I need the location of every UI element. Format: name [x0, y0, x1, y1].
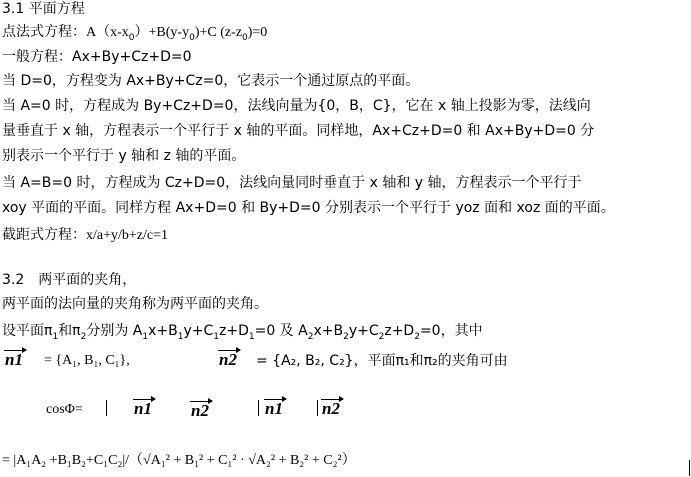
norm-bar-n1 [258, 400, 259, 416]
paragraph-ab-zero-line-2: xoy 平面的平面。同样方程 Ax+D=0 和 By+D=0 分别表示一个平行于 yoz 面和 xoz 面的平面。 [2, 200, 615, 216]
general-eq: Ax+By+Cz+D=0 [72, 49, 192, 65]
vector-n2: n2 [219, 350, 237, 369]
point-normal-label: 点法式方程： [2, 24, 86, 40]
general-label: 一般方程： [2, 49, 72, 65]
paragraph-d-zero: 当 D=0，方程变为 Ax+By+Cz=0，它表示一个通过原点的平面。 [2, 73, 420, 89]
cos-numerator-n2: n2 [191, 401, 209, 420]
cos-phi-label: cosΦ= [46, 402, 83, 417]
paragraph-ab-zero-line-1: 当 A=B=0 时，方程成为 Cz+D=0，法线向量同时垂直于 x 轴和 y 轴，方程表示一个平行于 [2, 175, 582, 191]
n1-components: = {A₁, B₁, C₁}, [44, 353, 130, 368]
n2-components: = {A₂, B₂, C₂}，平面π₁和π₂的夹角可由 [256, 353, 508, 369]
paragraph-a-zero-line-3: 别表示一个平行于 y 轴和 z 轴的平面。 [2, 148, 246, 164]
cos-numerator-n1: n1 [134, 399, 152, 418]
cos-denominator-n1: n1 [265, 399, 283, 418]
angle-result-formula: = |A₁A₂ +B₁B₂+C₁C₂|/（√A₁² + B₁² + C₁² · √A₂² + B₂² + C₂²） [2, 453, 356, 468]
general-equation [2, 48, 192, 66]
point-normal-equation: 点法式方程：$A(x-x_0)+B(y-y_0)+C$ $(z-z_0)=0$ [2, 24, 268, 43]
intercept-eq: x/a+y/b+z/c=1 [86, 228, 168, 243]
intercept-equation [2, 226, 168, 245]
norm-bar-n2 [317, 400, 318, 416]
paragraph-a-zero-line-2: 量垂直于 x 轴，方程表示一个平行于 x 轴的平面。同样地，Ax+Cz+D=0 和 Ax+By+D=0 分 [2, 123, 595, 139]
cos-denominator-n2: n2 [322, 399, 340, 418]
section-heading-3-2: 3.2 两平面的夹角， [2, 272, 137, 288]
paragraph-a-zero-line-1: 当 A=0 时，方程成为 By+Cz+D=0，法线向量为{0，B，C}，它在 x 轴上投影为零，法线向 [2, 98, 591, 114]
abs-bar-left [106, 400, 107, 416]
text-cursor [689, 460, 690, 476]
section-heading-3-1: 3.1 平面方程 [2, 1, 85, 17]
vector-n1: n1 [5, 350, 23, 369]
plane-setup: 设平面$\pi_1$和$\pi_2$分别为 $A_1x+B_1y+C_1z+D_1=0$ 及 $A_2x+B_2y+C_2z+D_2=0$，其中 [2, 323, 483, 342]
intercept-label: 截距式方程： [2, 227, 86, 243]
angle-definition: 两平面的法向量的夹角称为两平面的夹角。 [2, 296, 268, 312]
